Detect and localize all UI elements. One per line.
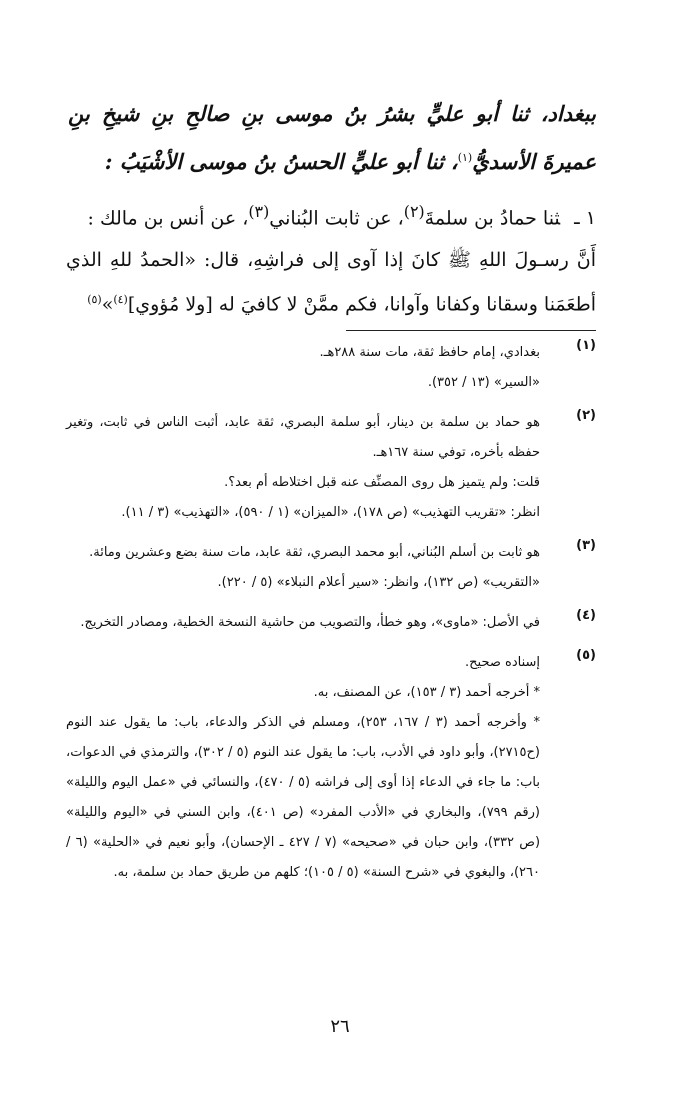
footnote-line: بغدادي، إمام حافظ ثقة، مات سنة ٢٨٨هـ. (319, 345, 540, 360)
footnote-line: «السير» (١٣ / ٣٥٢). (427, 375, 540, 390)
footnote-number: (٤) (576, 608, 596, 623)
hadith-text (66, 240, 596, 324)
header-text-2: ، ثنا أبو عليٍّ الحسنُ بنُ موسى الأشْيَبُ : (104, 149, 458, 174)
footnote-paragraph: في الأصل: «ماوى»، وهو خطأ، والتصويب من حاشية النسخة الخطية، ومصادر التخريج. (80, 615, 540, 630)
chain-text-1: ثنا حمادُ بن سلمةَ (424, 207, 561, 230)
hadith-number: ١ ـ (574, 207, 596, 230)
footnote-line: قلت: ولم يتميز هل روى المصنِّف عنه قبل اختلاطه أم بعد؟. (224, 475, 540, 490)
footnote-separator (346, 330, 596, 331)
footnote-ref-5: (٥) (87, 293, 102, 306)
footnote-4 (66, 608, 596, 638)
footnote-number: (٢) (576, 408, 596, 423)
chain-text-3: ، عن أنس بن مالك : (87, 207, 249, 230)
chain-text-2: ، عن ثابت البُناني (269, 207, 404, 230)
page-number: ٢٦ (330, 1016, 350, 1037)
footnotes (66, 338, 596, 898)
footnote-line: هو ثابت بن أسلم البُناني، أبو محمد البصري، ثقة عابد، مات سنة بضع وعشرين ومائة. (89, 545, 540, 560)
footnote-1 (66, 338, 596, 398)
footnote-2 (66, 408, 596, 528)
footnote-ref-2: (٢) (403, 202, 425, 221)
footnote-number: (٣) (576, 538, 596, 553)
footnote-ref-4: (٤) (113, 293, 128, 306)
footnote-number: (١) (576, 338, 596, 353)
footnote-paragraph: هو حماد بن سلمة بن دينار، أبو سلمة البصري، ثقة عابد، أثبت الناس في ثابت، وتغير حفظه بأخره، توفي سنة ١٦٧هـ. (66, 415, 540, 460)
footnote-3 (66, 538, 596, 598)
hadith-chain (66, 196, 596, 234)
footnote-paragraph: * وأخرجه أحمد (٣ / ١٦٧، ٢٥٣)، ومسلم في الذكر والدعاء، باب: ما يقول عند النوم (ح٢٧١٥)، وأبو داود في الأدب، باب: ما يقول عند النوم (٥ / ٣٠٢)، والترمذي في الدعوات، باب: ما جاء في الدعاء إذا أوى إلى فراشه (٥ / ٤٧٠)، والنسائي في «عمل اليوم والليلة» (رقم ٧٩٩)، والبخاري في «الأدب المفرد» (ص ٤٠١)، وابن السني في «اليوم والليلة» (ص ٣٣٢)، وابن حبان في «صحيحه» (٧ / ٤٢٧ ـ الإحسان)، وأبو نعيم في «الحلية» (٦ / ٢٦٠)، والبغوي في «شرح السنة» (٥ / ١٠٥)؛ كلهم من طريق حماد بن سلمة، به. (66, 715, 541, 880)
footnote-number: (٥) (576, 648, 596, 663)
hadith-body-2: » (101, 293, 114, 316)
footnote-line: إسناده صحيح. (465, 655, 540, 670)
hadith-body-1: أَنَّ رسـولَ اللهِ ﷺ كانَ إذا آوى إلى فراشِهِ، قال: «الحمدُ للهِ الذي أطعَمَنا وسقانا وكفانا وآوانا، فكم ممَّنْ لا كافيَ له [ولا مُؤوي] (66, 249, 596, 316)
footnote-ref-1: (١) (457, 151, 473, 164)
footnote-line: «التقريب» (ص ١٣٢)، وانظر: «سير أعلام النبلاء» (٥ / ٢٢٠). (217, 575, 540, 590)
header-text-1: ببغداد، ثنا أبو عليٍّ بشرُ بنُ موسى بنِ صالحِ بنِ شيخِ بنِ عميرةَ الأسديُّ (68, 101, 596, 174)
footnote-ref-3: (٣) (248, 202, 270, 221)
footnote-line: * أخرجه أحمد (٣ / ١٥٣)، عن المصنف، به. (313, 685, 540, 700)
isnad-header (68, 92, 596, 184)
footnote-5 (66, 648, 596, 888)
footnote-line: انظر: «تقريب التهذيب» (ص ١٧٨)، «الميزان» (١ / ٥٩٠)، «التهذيب» (٣ / ١١). (121, 505, 540, 520)
